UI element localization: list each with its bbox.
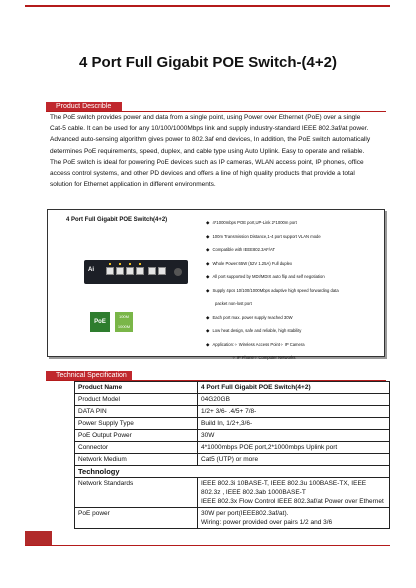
product-overview-box — [47, 209, 385, 360]
spec-label: Product Model — [75, 394, 198, 406]
ethernet-port-icon — [116, 267, 124, 275]
power-icon — [174, 268, 182, 276]
feature-text: Low heat design, safe and reliable, high stability — [212, 328, 302, 333]
feature-list — [206, 216, 382, 365]
page-title: 4 Port Full Gigabit POE Switch-(4+2) — [79, 54, 337, 71]
ethernet-port-icon — [106, 267, 114, 275]
spec-value: Build In, 1/2+,3/6- — [198, 418, 390, 430]
table-section-row — [75, 466, 390, 478]
feature-text: 4*1000mbps POE port,UP-Link 2*1000m port — [212, 220, 297, 225]
speed-badge — [115, 312, 133, 332]
feature-text: Each port max. power supply reached 30W — [212, 314, 293, 320]
spec-value-line: Wiring: power provided over pairs 1/2 and 3/6 — [201, 519, 333, 526]
feature-item — [206, 284, 382, 298]
ethernet-port-icon — [126, 267, 134, 275]
table-row — [75, 454, 390, 466]
feature-item — [206, 216, 382, 230]
feature-item — [206, 297, 382, 311]
ethernet-port-icon — [148, 267, 156, 275]
spec-label: Product Name — [75, 382, 198, 394]
spec-label: Connector — [75, 442, 198, 454]
bullet-icon: ◆ — [206, 247, 210, 252]
speed-badge-label: 1000M — [117, 324, 131, 329]
led-icon — [129, 263, 131, 265]
table-row — [75, 430, 390, 442]
spec-value: 04G20GB — [198, 394, 390, 406]
bullet-icon: ◆ — [206, 341, 210, 347]
feature-item — [206, 311, 382, 325]
product-description — [50, 112, 372, 190]
product-box-title: 4 Port Full Gigabit POE Switch(4+2) — [66, 217, 168, 223]
feature-text: Compatible with IEEE802.3AF/AT — [212, 247, 275, 252]
page-marker — [25, 531, 52, 545]
table-row — [75, 394, 390, 406]
spec-label: Power Supply Type — [75, 418, 198, 430]
brand-logo: Ai — [88, 267, 94, 273]
table-row — [75, 442, 390, 454]
poe-badge: PoE — [90, 312, 110, 332]
bullet-icon: ◆ — [206, 314, 210, 320]
feature-text: packet non-lost port — [215, 301, 252, 306]
led-icon — [119, 263, 121, 265]
speed-badge-label: 100M — [118, 314, 129, 319]
section-label: Technical Specification — [46, 371, 132, 380]
feature-item — [206, 351, 382, 365]
spec-table — [74, 381, 390, 529]
description-paragraph: The PoE switch provides power and data from a single point, using Power over Ethernet (PoE) over a single Cat-5 cable. It can be used for any 10/100/1000Mbps link and supply industry-standard IEEE 802.3af/at power. Advanced auto-sensing algorithm gives power to 802.3af end devices, In addition, the PoE switch automatically determines PoE requirements, speed, duplex, and cable type using Auto Uplink. Easy to operate and reliable. — [50, 114, 371, 155]
spec-label: Network Medium — [75, 454, 198, 466]
switch-image — [84, 260, 188, 284]
feature-text: All port supported by MDI/MDIX auto flip and self negotiation — [212, 274, 325, 279]
spec-value: Cat5 (UTP) or more — [198, 454, 390, 466]
top-rule — [25, 5, 390, 7]
led-icon — [139, 263, 141, 265]
spec-label: DATA PIN — [75, 406, 198, 418]
bullet-icon: ◆ — [206, 274, 210, 279]
feature-text: Application:✧ Wireless Access Point✧ IP Camera — [212, 341, 305, 347]
feature-text: 100m Transmission Distance,1-4 port support VLAN mode — [212, 233, 321, 239]
spec-value-line: 30W per port(IEEE802.3af/at). — [201, 510, 289, 517]
bullet-icon: ◆ — [206, 220, 210, 225]
spec-value — [198, 508, 390, 529]
feature-item — [206, 230, 382, 244]
section-bar-technical-specification — [46, 371, 386, 381]
section-bar-product-describe — [46, 102, 386, 112]
spec-value: 1/2+ 3/6- .4/5+ 7/8- — [198, 406, 390, 418]
table-row — [75, 478, 390, 508]
spec-label: Network Standards — [75, 478, 198, 508]
table-row — [75, 406, 390, 418]
feature-text: Supply 4pcs 10/100/1000Mbps adaptive high speed forwarding data — [212, 287, 339, 293]
table-row — [75, 382, 390, 394]
spec-value: 4*1000mbps POE port,2*1000mbps Uplink port — [198, 442, 390, 454]
spec-value-line: IEEE 802.3i 10BASE-T, IEEE 802.3u 100BASE-TX, IEEE 802.3z , IEEE 802.3ab 1000BASE-T — [201, 480, 367, 496]
feature-item — [206, 324, 382, 338]
bullet-icon: ◆ — [206, 287, 210, 293]
bottom-rule — [25, 545, 390, 546]
section-label: Product Describle — [46, 102, 122, 111]
feature-item — [206, 257, 382, 271]
ethernet-port-icon — [158, 267, 166, 275]
ethernet-port-icon — [136, 267, 144, 275]
spec-value: 30W — [198, 430, 390, 442]
description-paragraph: The PoE switch is ideal for powering PoE devices such as IP cameras, WLAN access point, IP phones, office access control systems, and other PD devices and offers a line of high quality products that provide a total solution for Ethernet application in different environments. — [50, 158, 364, 189]
led-icon — [109, 263, 111, 265]
bullet-icon: ◆ — [206, 233, 210, 239]
feature-item — [206, 243, 382, 257]
spec-value-line: IEEE 802.3x Flow Control IEEE 802.3af/at Power over Ethernet — [201, 498, 384, 505]
spec-value — [198, 478, 390, 508]
spec-label: PoE power — [75, 508, 198, 529]
bullet-icon: ◆ — [206, 260, 210, 266]
table-row — [75, 418, 390, 430]
table-row — [75, 508, 390, 529]
feature-text: ✧ IP Phone✧ Computer Networks — [232, 355, 296, 360]
spec-label: PoE Output Power — [75, 430, 198, 442]
spec-value: 4 Port Full Gigabit POE Switch(4+2) — [198, 382, 390, 394]
feature-item — [206, 338, 382, 352]
bullet-icon: ◆ — [206, 328, 210, 333]
feature-text: Whole Power:65W (52V 1.25A) Full duplex — [212, 260, 293, 266]
spec-section-label: Technology — [75, 466, 390, 478]
feature-item — [206, 270, 382, 284]
